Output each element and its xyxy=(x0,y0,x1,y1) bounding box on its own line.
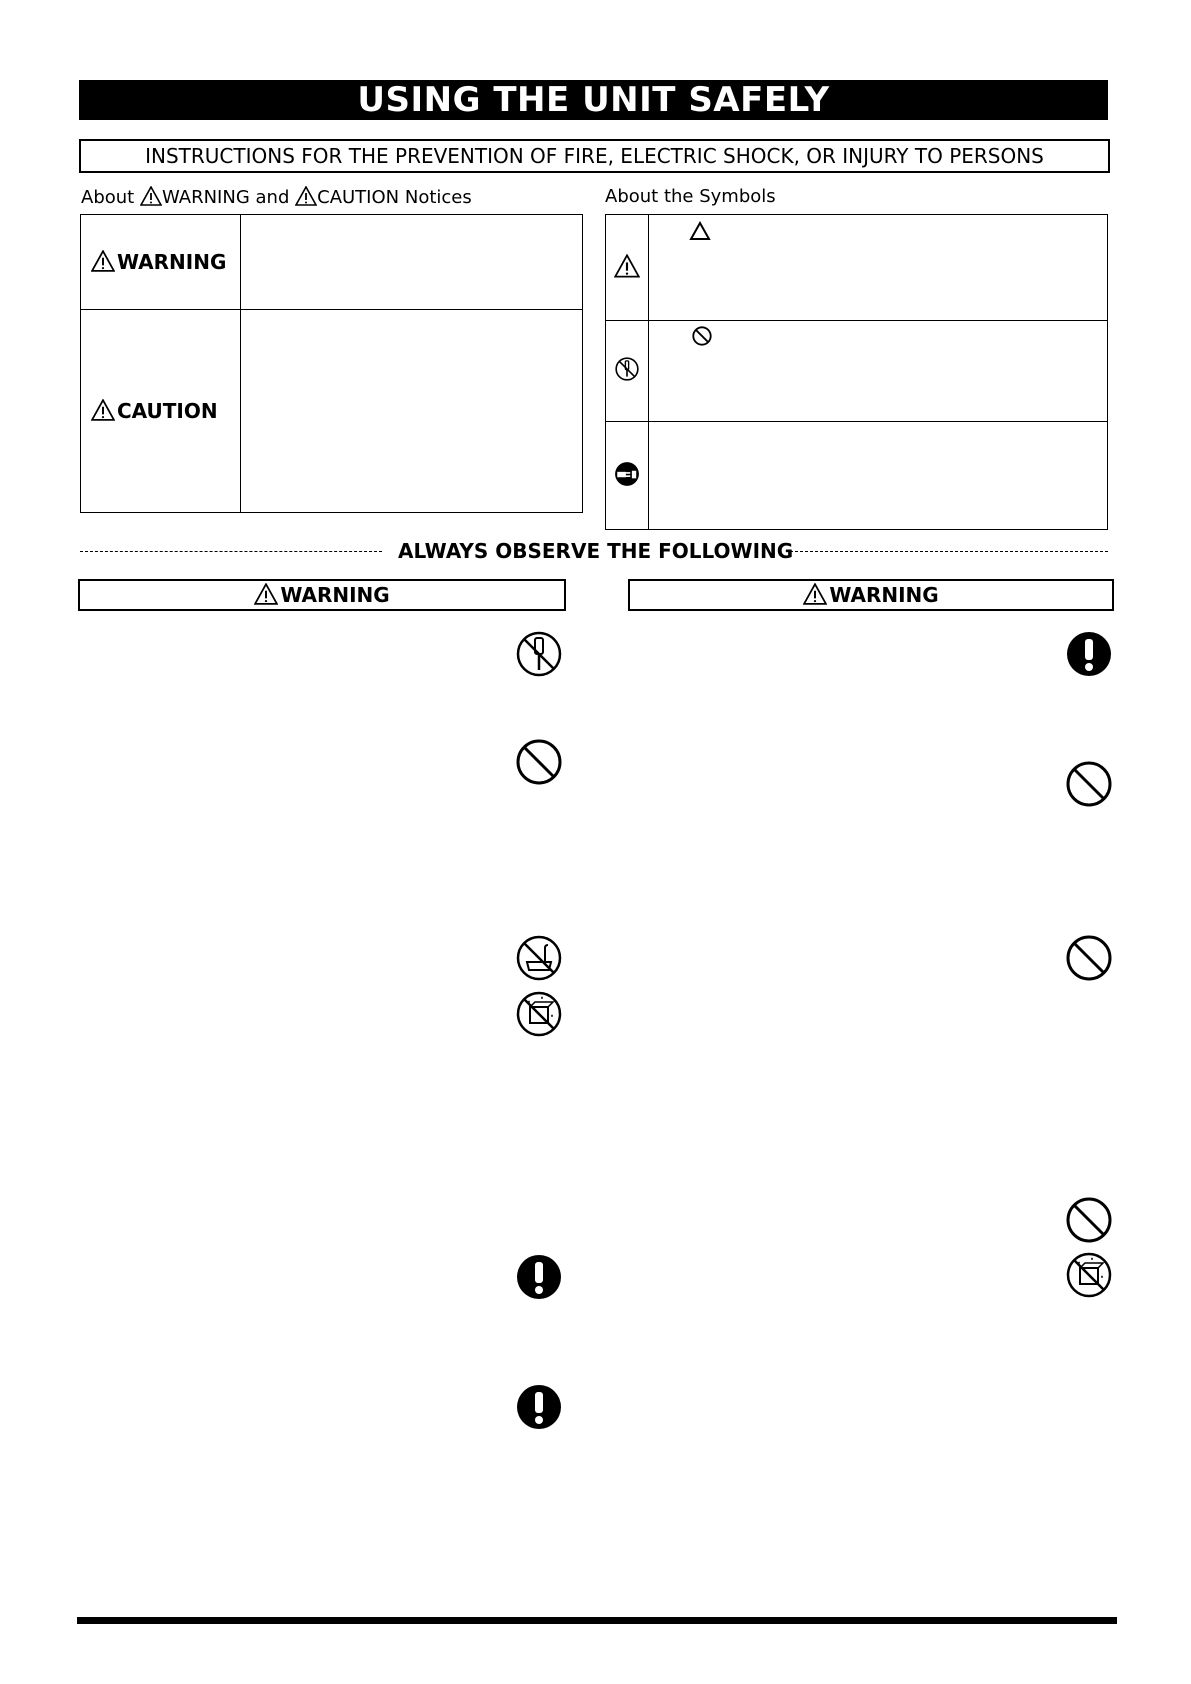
caution-triangle-icon xyxy=(91,399,115,421)
no-bathroom-icon xyxy=(515,934,563,982)
prohibited-icon xyxy=(1065,934,1113,982)
page-title: USING THE UNIT SAFELY xyxy=(79,80,1108,120)
caption-notices: Notices xyxy=(404,187,472,208)
warning-label xyxy=(81,250,226,274)
warning-label-cell xyxy=(81,215,241,310)
warning-triangle-icon xyxy=(803,583,827,605)
symbol-row-3-description xyxy=(649,422,1108,530)
do-not-disassemble-icon xyxy=(515,630,563,678)
symbols-table xyxy=(605,214,1108,530)
caption-caution: CAUTION xyxy=(317,187,400,208)
warning-label-text: WARNING xyxy=(117,250,227,274)
mandatory-action-icon xyxy=(515,1253,563,1301)
symbols-caption: About the Symbols xyxy=(605,186,776,207)
warning-description-cell xyxy=(241,215,583,310)
prohibited-symbol-icon xyxy=(691,325,713,347)
symbol-row-3-icon-cell xyxy=(606,422,649,530)
warning-triangle-icon xyxy=(140,186,162,206)
caution-label xyxy=(81,399,218,423)
observe-divider-right xyxy=(790,551,1108,552)
do-not-disassemble-icon xyxy=(614,356,640,382)
mandatory-action-icon xyxy=(515,1383,563,1431)
caption-about: About xyxy=(81,187,135,208)
prohibited-icon xyxy=(515,738,563,786)
bottom-rule xyxy=(77,1617,1117,1624)
prohibited-icon xyxy=(1065,1196,1113,1244)
no-wet-conditions-icon xyxy=(1065,1251,1113,1299)
mandatory-action-icon xyxy=(1065,630,1113,678)
prohibited-icon xyxy=(1065,760,1113,808)
caption-warning: WARNING xyxy=(161,187,250,208)
notices-table xyxy=(80,214,583,513)
no-wet-conditions-icon xyxy=(515,990,563,1038)
right-warning-header xyxy=(628,579,1114,611)
triangle-symbol-icon xyxy=(689,221,711,241)
caption-and: and xyxy=(255,187,290,208)
right-warning-header-text: WARNING xyxy=(829,583,939,607)
notices-caption xyxy=(81,186,472,209)
caution-label-cell xyxy=(81,310,241,513)
symbol-row-1-icon-cell xyxy=(606,215,649,321)
symbol-row-1-description xyxy=(649,215,1108,321)
observe-divider-left xyxy=(80,551,382,552)
warning-triangle-icon xyxy=(91,250,115,272)
left-warning-header-text: WARNING xyxy=(280,583,390,607)
caution-label-text: CAUTION xyxy=(117,399,218,423)
caution-description-cell xyxy=(241,310,583,513)
warning-triangle-icon xyxy=(614,254,640,278)
symbol-row-2-icon-cell xyxy=(606,321,649,422)
caution-triangle-icon xyxy=(295,186,317,206)
left-warning-header xyxy=(78,579,566,611)
symbol-row-2-description xyxy=(649,321,1108,422)
observe-heading: ALWAYS OBSERVE THE FOLLOWING xyxy=(398,539,794,563)
warning-triangle-icon xyxy=(254,583,278,605)
unplug-power-icon xyxy=(614,461,640,487)
page-subtitle: INSTRUCTIONS FOR THE PREVENTION OF FIRE, ELECTRIC SHOCK, OR INJURY TO PERSONS xyxy=(79,139,1110,173)
